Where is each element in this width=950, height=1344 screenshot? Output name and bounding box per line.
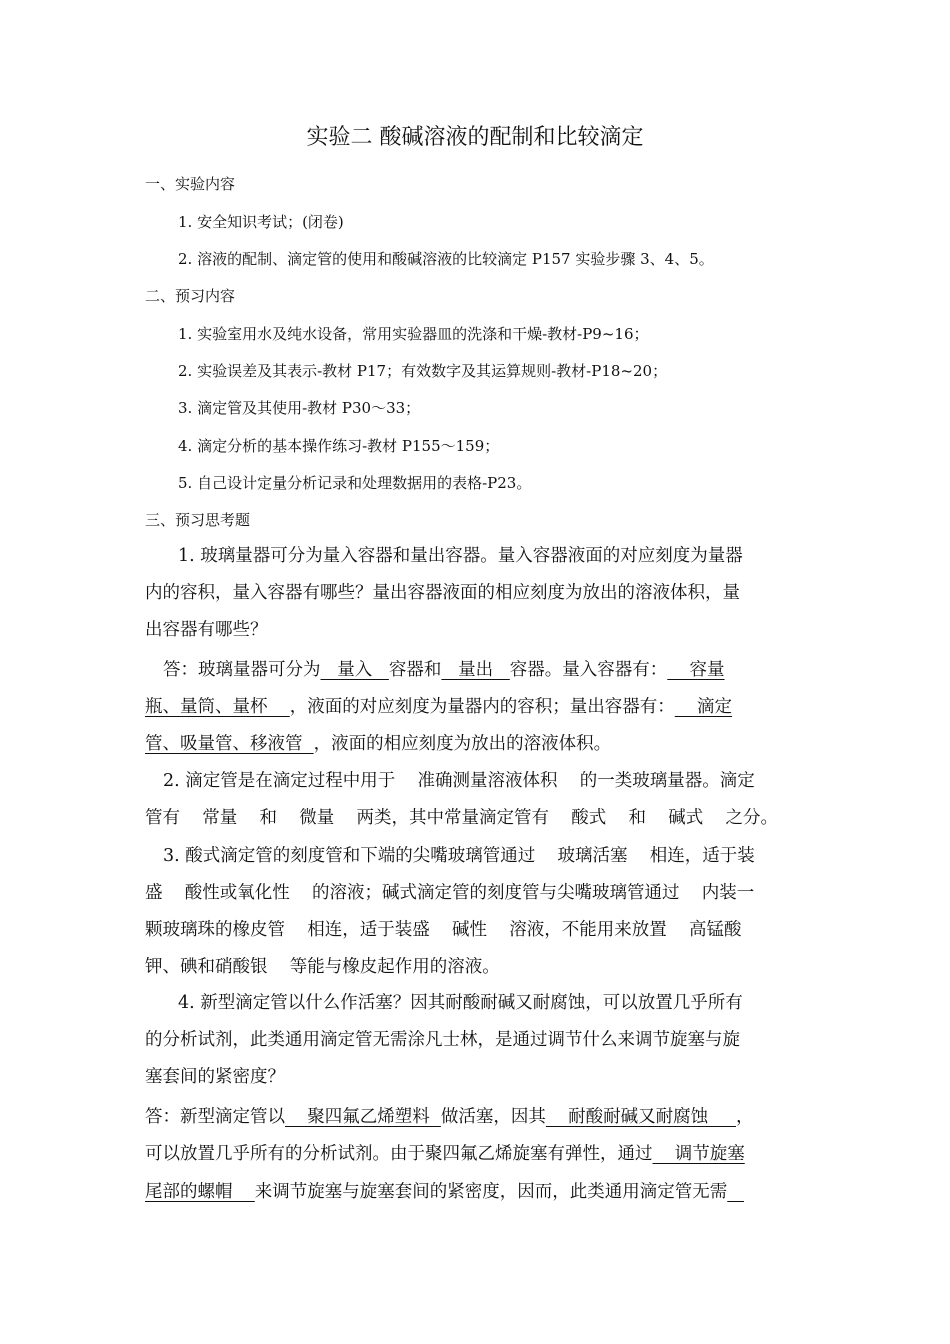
answer-text: 答：新型滴定管以 [145,1107,285,1127]
question-line: 4. 新型滴定管以什么作活塞？因其耐酸耐碱又耐腐蚀，可以放置几乎所有 [178,993,743,1013]
answer-text: 容器。量入容器有： [509,660,668,680]
question-line: 3. 酸式滴定管的刻度管和下端的尖嘴玻璃管通过 玻璃活塞 相连，适于装 [163,846,755,866]
question-line: 钾、碘和硝酸银 等能与橡皮起作用的溶液。 [145,957,500,977]
question-line: 的分析试剂，此类通用滴定管无需涂凡士林，是通过调节什么来调节旋塞与旋 [145,1030,740,1050]
answer-blank: 量入 [320,660,389,680]
question-line: 内的容积，量入容器有哪些？量出容器液面的相应刻度为放出的溶液体积，量 [145,583,740,603]
answer-line [145,695,732,719]
section-heading-content: 一、实验内容 [145,175,236,193]
question-line: 1. 玻璃量器可分为量入容器和量出容器。量入容器液面的对应刻度为量器 [178,546,743,566]
question-line: 盛 酸性或氧化性 的溶液；碱式滴定管的刻度管与尖嘴玻璃管通过 内装一 [145,883,755,903]
answer-text: ，液面的相应刻度为放出的溶液体积。 [313,734,612,754]
question-line: 出容器有哪些？ [145,620,268,640]
section-heading-questions: 三、预习思考题 [145,511,251,529]
list-item: 5. 自己设计定量分析记录和处理数据用的表格-P23。 [178,474,532,492]
answer-line [145,1180,744,1204]
answer-line [145,1105,753,1129]
answer-blank: 管、吸量管、移液管 [145,734,314,754]
list-item: 3. 滴定管及其使用-教材 P30～33； [178,399,421,417]
question-line: 管有 常量 和 微量 两类，其中常量滴定管有 酸式 和 碱式 之分。 [145,808,779,828]
answer-blank: 瓶、量筒、量杯 [145,697,290,717]
answer-line [163,658,725,682]
answer-blank: 量出 [441,660,510,680]
list-item: 2. 溶液的配制、滴定管的使用和酸碱溶液的比较滴定 P157 实验步骤 3、4、5。 [178,250,714,268]
list-item: 1. 安全知识考试；(闭卷) [178,213,344,231]
answer-text: 来调节旋塞与旋塞套间的紧密度，因而，此类通用滴定管无需 [254,1182,728,1202]
question-line: 2. 滴定管是在滴定过程中用于 准确测量溶液体积 的一类玻璃量器。滴定 [163,771,755,791]
answer-text: ， [735,1107,754,1127]
section-heading-preview: 二、预习内容 [145,287,236,305]
answer-line [145,732,611,756]
question-line: 颗玻璃珠的橡皮管 相连，适于装盛 碱性 溶液，不能用来放置 高锰酸 [145,920,742,940]
answer-blank: 容量 [667,660,725,680]
answer-blank: 聚四氟乙烯塑料 [285,1107,441,1127]
answer-text: ，液面的对应刻度为量器内的容积；量出容器有： [289,697,675,717]
question-line: 塞套间的紧密度？ [145,1067,285,1087]
answer-blank: 耐酸耐碱又耐腐蚀 [545,1107,736,1127]
answer-text: 答：玻璃量器可分为 [163,660,321,680]
list-item: 4. 滴定分析的基本操作练习-教材 P155～159； [178,437,500,455]
answer-blank: 尾部的螺帽 [145,1182,255,1202]
answer-line [145,1142,745,1166]
answer-blank: 调节旋塞 [652,1144,745,1164]
answer-blank: 滴定 [674,697,733,717]
answer-text: 容器和 [388,660,442,680]
answer-blank [727,1182,744,1202]
list-item: 2. 实验误差及其表示-教材 P17；有效数字及其运算规则-教材-P18~20； [178,362,668,380]
page-title: 实验二 酸碱溶液的配制和比较滴定 [306,125,644,150]
answer-text: 可以放置几乎所有的分析试剂。由于聚四氟乙烯旋塞有弹性，通过 [145,1144,653,1164]
list-item: 1. 实验室用水及纯水设备，常用实验器皿的洗涤和干燥-教材-P9~16； [178,325,649,343]
answer-text: 做活塞，因其 [440,1107,546,1127]
